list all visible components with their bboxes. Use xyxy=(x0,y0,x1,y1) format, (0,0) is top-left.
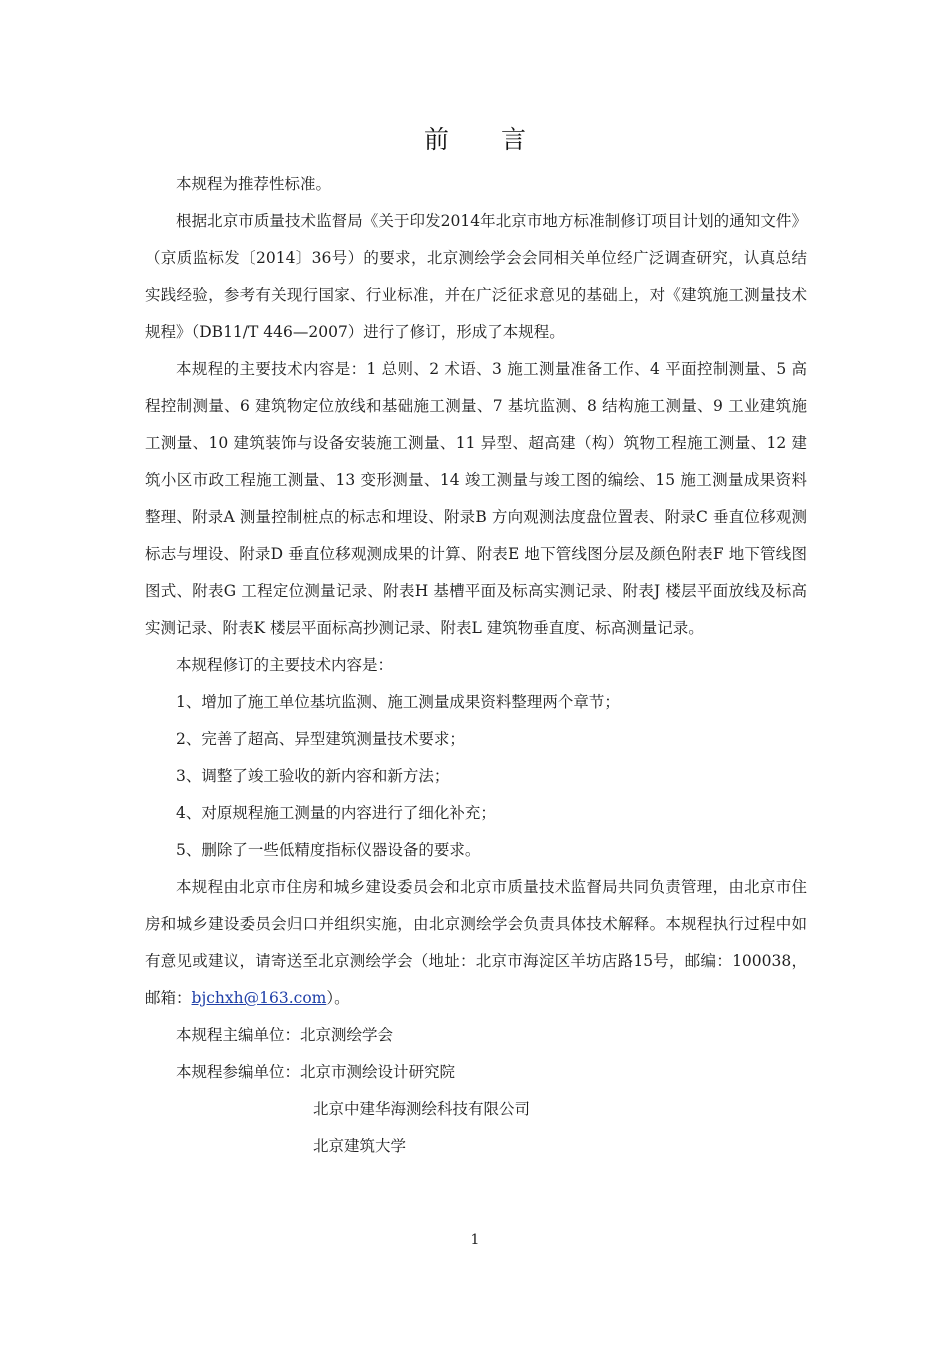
paragraph-revision-basis: 根据北京市质量技术监督局《关于印发2014年北京市地方标准制修订项目计划的通知文件》（京质监标发〔2014〕36号）的要求，北京测绘学会会同相关单位经广泛调查研究，认真总结实践经验，参考有关现行国家、行业标准，并在广泛征求意见的基础上，对《建筑施工测量技术规程》（DB11/T 446—2007）进行了修订，形成了本规程。 xyxy=(145,212,807,341)
management-text-end: ）。 xyxy=(326,989,350,1007)
revision-item-5: 5、删除了一些低精度指标仪器设备的要求。 xyxy=(176,841,481,859)
paragraph-management xyxy=(145,869,807,1017)
paragraph-standard-type: 本规程为推荐性标准。 xyxy=(176,175,332,193)
revision-item-4: 4、对原规程施工测量的内容进行了细化补充； xyxy=(176,804,496,822)
revision-item-3: 3、调整了竣工验收的新内容和新方法； xyxy=(176,767,450,785)
paragraph-revision-intro: 本规程修订的主要技术内容是： xyxy=(176,656,394,674)
paragraph-main-content: 本规程的主要技术内容是：1 总则、2 术语、3 施工测量准备工作、4 平面控制测量、5 高程控制测量、6 建筑物定位放线和基础施工测量、7 基坑监测、8 结构施工测量、9 工业建筑施工测量、10 建筑装饰与设备安装施工测量、11 异型、超高建（构）筑物工程施工测量、12 建筑小区市政工程施工测量、13 变形测量、14 竣工测量与竣工图的编绘、15 施工测量成果资料整理、附录A 测量控制桩点的标志和埋设、附录B 方向观测法度盘位置表、附录C 垂直位移观测标志与埋设、附录D 垂直位移观测成果的计算、附表E 地下管线图分层及颜色附表F 地下管线图图式、附表G 工程定位测量记录、附表H 基槽平面及标高实测记录、附表J 楼层平面放线及标高实测记录、附表K 楼层平面标高抄测记录、附表L 建筑物垂直度、标高测量记录。 xyxy=(145,360,807,637)
page-title: 前言 xyxy=(423,125,578,154)
management-text: 本规程由北京市住房和城乡建设委员会和北京市质量技术监督局共同负责管理，由北京市住房和城乡建设委员会归口并组织实施，由北京测绘学会负责具体技术解释。本规程执行过程中如有意见或建议，请寄送至北京测绘学会（地址：北京市海淀区羊坊店路15号，邮编：100038，邮箱： xyxy=(145,878,807,1007)
page-number: 1 xyxy=(470,1232,480,1248)
participating-units: 本规程参编单位：北京市测绘设计研究院 xyxy=(176,1063,456,1081)
chief-editor-unit: 本规程主编单位：北京测绘学会 xyxy=(176,1026,394,1044)
email-link[interactable]: bjchxh@163.com xyxy=(191,989,327,1007)
participating-unit-3: 北京建筑大学 xyxy=(313,1137,407,1155)
document-body xyxy=(145,166,807,1165)
participating-unit-2: 北京中建华海测绘科技有限公司 xyxy=(313,1100,531,1118)
revision-item-1: 1、增加了施工单位基坑监测、施工测量成果资料整理两个章节； xyxy=(176,693,620,711)
revision-item-2: 2、完善了超高、异型建筑测量技术要求； xyxy=(176,730,465,748)
